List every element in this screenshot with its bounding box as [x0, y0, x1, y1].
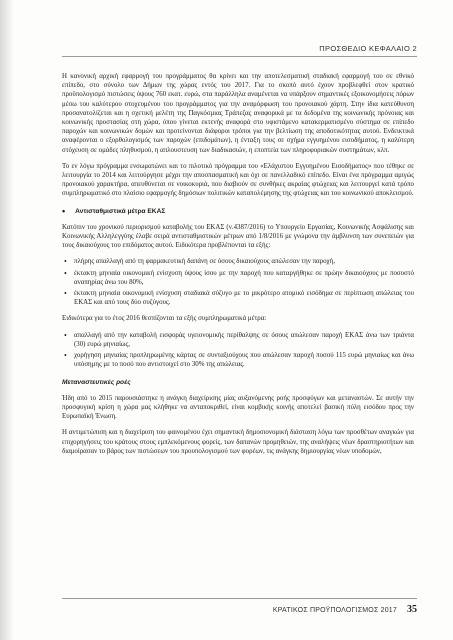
page-binding-shadow — [0, 0, 14, 640]
list-item-text: έκτακτη μηνιαία οικονομική ενίσχυση σταδιακά σύζυγο με το μικρότερο ατομικό εισόδημα σε περίπτωση απώλειας του ΕΚΑΣ και από τους δύο συζύγους. — [74, 290, 414, 307]
bullet-icon: • — [64, 257, 67, 267]
section-heading-migration: Μεταναστευτικές ροές — [62, 379, 131, 387]
list-item — [62, 289, 414, 307]
paragraph-minimum-income: Το εν λόγω πρόγραμμα ενσωματώνει και το πιλοτικό πρόγραμμα του «Ελάχιστου Εγγυημένου Εισοδήματος» που τέθηκε σε λειτουργία το 2014 και λειτούργησε μέχρι την αποσπασματική και όχι σε πανελλαδικό επίπεδο. Είναι ένα πρόγραμμα αμιγώς προνοιακού χαρακτήρα, απευθύνεται σε νοικοκυριά, που διαβιούν σε συνθήκες ακραίας φτώχειας και λειτουργεί κατά τρόπο συμπληρωματικό στο πλαίσιο εφαρμογής δημόσιων πολιτικών καταπολέμησης της φτώχειας και του κοινωνικού αποκλεισμού. — [62, 162, 414, 198]
list-item — [62, 351, 414, 369]
list-item-text: έκτακτη μηνιαία οικονομική ενίσχυση ύψους ίσου με την παροχή που καταργήθηκε σε πρώην δικαιούχους με ποσοστό αναπηρίας άνω του 80%, — [74, 269, 414, 286]
paragraph-2016-measures: Ειδικότερα για το έτος 2016 θεσπίζονται τα εξής συμπληρωματικά μέτρα: — [62, 315, 267, 323]
section-heading-ekas — [62, 207, 414, 216]
chapter-header: ΠΡΟΣΘΕΔΙΟ ΚΕΦΑΛΑΙΟ 2 — [319, 44, 417, 53]
bullet-icon: • — [64, 289, 67, 299]
paragraph-refugee-flows: Ήδη από το 2015 παρουσιάστηκε η ανάγκη διαχείρισης μίας αυξανόμενης ροής προσφύγων και μεταναστών. Σε αυτήν την προσφυγική κρίση η χώρα μας κλήθηκε να ανταποκριθεί, είναι κομβικής κοινής αποτελεί βασική πύλη εισόδου προς την Ευρωπαϊκή Ένωση. — [62, 394, 414, 421]
list-item-text: χορήγηση μηνιαίας προπληρωμένης κάρτας σε συνταξιούχους που απώλεσαν παροχή ποσού 115 ευρώ μηνιαίως και άνω υπόσημης με το ποσό που αντιστοιχεί στο 30% της απώλειας. — [74, 352, 414, 369]
page-content — [62, 72, 414, 463]
bullet-list-ekas-measures — [62, 257, 414, 307]
bullet-icon: • — [64, 268, 67, 278]
paragraph-fiscal-impact: Η αντιμετώπιση και η διαχείριση του φαινομένου έχει σημαντική δημοσιονομική διάσταση λόγω των προσθέτων αναγκών για επιχορηγήσεις του κράτους στους εμπλεκόμενους φορείς, των δαπανών προμηθειών, της αναλήψεις νέων δραστηριοτήτων και διαμοίρασαν το βάρος των πιστώσεων του προυπολογισμού των φορέων, τις ανάγκης δημιουργίας νέων υποδομών, — [62, 429, 414, 455]
paragraph-ekas-intro: Κατόπιν του χρονικού περιορισμού καταβολής του ΕΚΑΣ (ν.4387/2016) το Υπουργείο Εργασίας, Κοινωνικής Ασφάλισης και Κοινωνικής Αλληλεγγύης έλαβε σειρά αντισταθμιστικών μέτρων από 1/8/2016 με γνώμονα την άμβλυνση των συνεπειών για τους δικαιούχους του επιδόματος αυτού. Ειδικότερα προβλέπονται τα εξής: — [62, 223, 414, 250]
list-item — [62, 331, 414, 349]
list-item — [62, 269, 414, 287]
bullet-icon: • — [64, 330, 67, 340]
paragraph-program-rollout: Η κανονική αρχική εφαρμογή του προγράμματος θα κρίνει και την αποτελεσματική σταδιακή εφαρμογή του σε εθνικό επίπεδο, στο σύνολο των Δήμων της χώρας εντός του 2017. Για το σκοπό αυτό έχουν προβλεφθεί στον κρατικό προϋπολογισμό πιστώσεις ύψους 760 εκατ. ευρώ, στα παράλληλα αναμένεται να υπάρξουν σημαντικές εξοικονομήσεις πόρων μέσω του καλύτερου στοχευμένου του προγράμματος για την αναμόρφωση του προνοιακού χάρτη. Στην ίδια κατεύθυνση προσανατολίζεται και η σχετική μελέτη της Παγκόσμιας Τράπεζας αναφορικά με τα δεδομένα της κοινωνικής πρόνοιας και κοινωνικής προστασίας στη χώρα, όπου γίνεται εκτενής αναφορά στο υφιστάμενο κατακερματισμένο σύστημα σε επίπεδο παροχών και κοινωνικών δομών και προτείνονται διάφοροι τρόποι για την βελτίωση της αποδοτικότητας αυτού. Ενδεικτικά αναφέρονται ο εξορθολογισμός των παροχών (επιδομάτων), η ένταξη τους σε σχήμα εγγυημένου εισοδήματος, η καλύτερη στόχευση σε ομάδες πληθυσμού, η απλουστευση των διαδικασιών, η εποπτεία των πληροφοριακών συστημάτων, κλπ. — [62, 73, 414, 154]
page-number: 35 — [407, 604, 417, 615]
footer-title: ΚΡΑΤΙΚΟΣ ΠΡΟΫΠΟΛΟΓΙΣΜΟΣ 2017 — [272, 607, 397, 614]
footer-divider — [62, 598, 417, 599]
list-item — [62, 257, 414, 266]
section-heading-label: Αντισταθμιστικά μέτρα ΕΚΑΣ — [75, 207, 166, 215]
list-item-text: απαλλαγή από την καταβολή εισφοράς υγειονομικής περίθαλψης σε όσους απώλεσαν παροχή ΕΚΑΣ άνω των τριάντα (30) ευρώ μηνιαίως, — [74, 331, 414, 348]
list-item-text: πλήρης απαλλαγή από τη φαρμακευτική δαπάνη σε όσους δικαιούχους απώλεσαν την παροχή, — [74, 258, 335, 266]
header-divider — [62, 56, 417, 57]
bullet-icon: • — [64, 351, 67, 361]
page-footer — [62, 604, 417, 615]
bullet-list-2016-measures — [62, 331, 414, 370]
bullet-icon: • — [62, 206, 66, 217]
